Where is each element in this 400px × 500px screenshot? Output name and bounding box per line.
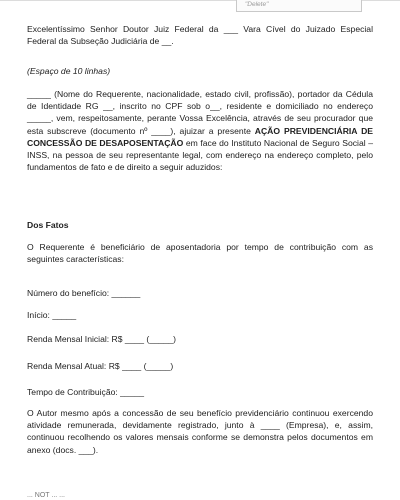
facts-intro: O Requerente é beneficiário de aposentadoria por tempo de contribuição com as seguintes características: xyxy=(27,242,373,265)
action-title: AÇÃO PREVIDENCIÁRIA DE CONCESSÃO DE DESAPOSENTAÇÃO xyxy=(27,125,374,148)
intro-text-part2: em face do Instituto Nacional de Seguro Social – INSS, na pessoa de seu representante legal, com endereço na endereço completo, pelo fundamentos de fato e de direito a seguir aduzidos: xyxy=(27,137,373,173)
field-current-income: Renda Mensal Atual: R$ ____ (_____) xyxy=(27,361,174,371)
instruction-note-box xyxy=(236,0,362,12)
intro-text-part1: _____ (Nome do Requerente, nacionalidade, estado civil, profissão), portador da Cédula de Identidade RG __, inscrito no CPF sob o__, residente e domiciliado no endereço _____, vem, respeitosamente, perante Vossa Excelência, através de seu procurador que esta subscreve (documento nº ____), ajuizar a presente xyxy=(27,89,373,136)
instruction-note-text: "Delete" xyxy=(245,1,269,8)
spacing-note: (Espaço de 10 linhas) xyxy=(27,66,111,76)
closing-paragraph: O Autor mesmo após a concessão de seu benefício previdenciário continuou exercendo atividade remunerada, devidamente registrado, junto à ____ (Empresa), e, assim, continuou recolhendo os valores mensais conforme se demonstra pelos documentos em anexo (docs. ___). xyxy=(27,408,373,455)
field-benefit-number: Número do benefício: ______ xyxy=(27,288,141,298)
court-address: Excelentíssimo Senhor Doutor Juiz Federal da ___ Vara Cível do Juizado Especial Federal da Subseção Judiciária de __. xyxy=(27,24,373,47)
field-start-date: Início: _____ xyxy=(27,310,77,320)
intro-paragraph xyxy=(27,88,373,173)
facts-heading: Dos Fatos xyxy=(27,220,69,230)
field-contribution-time: Tempo de Contribuição: _____ xyxy=(27,387,145,397)
footnote-text: ... NOT ... ... xyxy=(27,492,65,499)
field-initial-income: Renda Mensal Inicial: R$ ____ (_____) xyxy=(27,334,177,344)
